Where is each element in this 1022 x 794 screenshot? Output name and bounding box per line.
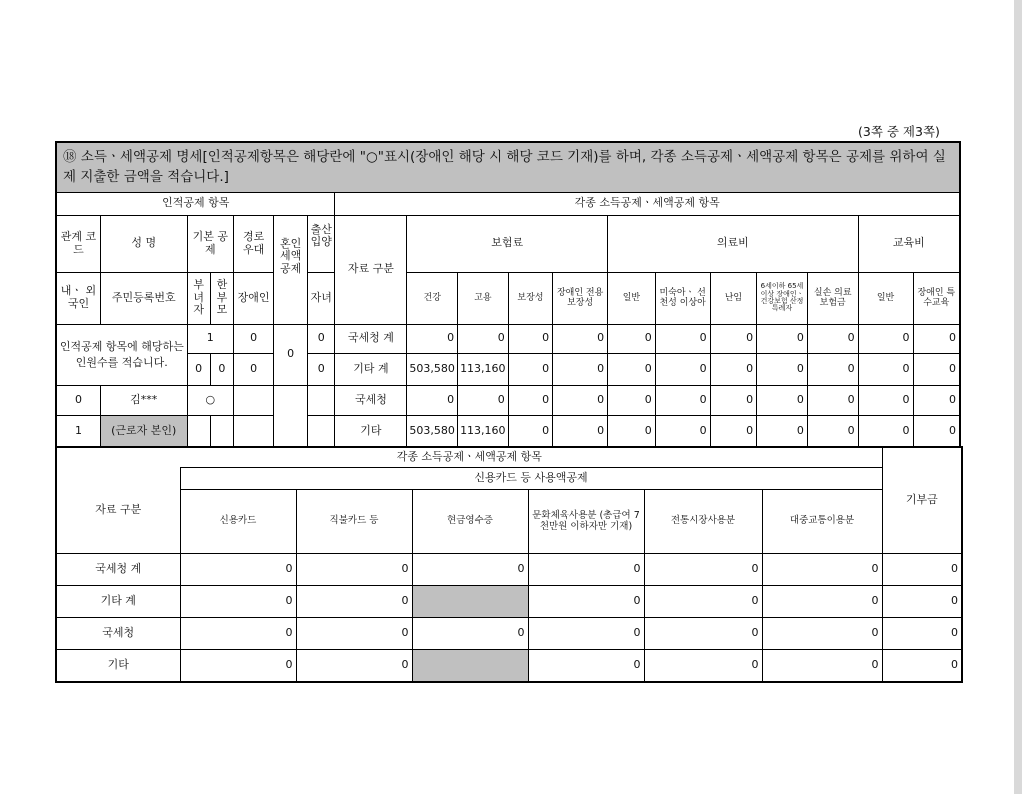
summary-children: 0 bbox=[308, 353, 335, 385]
summary-senior: 0 bbox=[234, 324, 274, 353]
card-cell-disabled bbox=[412, 586, 528, 618]
card-cell: 0 bbox=[296, 650, 412, 682]
row-cell: 0 bbox=[913, 353, 960, 385]
card-cell: 0 bbox=[180, 650, 296, 682]
ins-disabled-header: 장애인 전용 보장성 bbox=[553, 272, 608, 324]
person-marriage bbox=[274, 385, 308, 447]
row-cell: 0 bbox=[807, 324, 858, 353]
row-cell: 0 bbox=[458, 385, 509, 415]
row-cell: 0 bbox=[655, 324, 710, 353]
card-deduction-table bbox=[55, 446, 963, 683]
col-credit-card: 신용카드 bbox=[180, 490, 296, 554]
card-cell: 0 bbox=[882, 618, 962, 650]
row-label: 국세청 bbox=[335, 385, 407, 415]
ins-health-header: 건강 bbox=[407, 272, 458, 324]
med-special-header: 6세이하 65세이상 장애인ㆍ 건강보험 산정특례자 bbox=[757, 272, 808, 324]
row-cell: 0 bbox=[608, 324, 656, 353]
spouse-header: 부녀자 bbox=[187, 272, 210, 324]
deduction-form-table bbox=[55, 141, 961, 448]
nationality-header: 내ㆍ 외 국인 bbox=[56, 272, 100, 324]
card-cell: 0 bbox=[180, 554, 296, 586]
insurance-header: 보험료 bbox=[407, 215, 608, 272]
row-cell: 113,160 bbox=[458, 415, 509, 447]
card-cell: 0 bbox=[296, 586, 412, 618]
card-subtitle: 신용카드 등 사용액공제 bbox=[180, 468, 882, 490]
card-row-label: 기타 계 bbox=[56, 586, 180, 618]
row-cell: 113,160 bbox=[458, 353, 509, 385]
row-label: 기타 계 bbox=[335, 353, 407, 385]
person-disabled bbox=[234, 415, 274, 447]
ins-guarantee-header: 보장성 bbox=[508, 272, 552, 324]
row-cell: 503,580 bbox=[407, 415, 458, 447]
card-cell: 0 bbox=[180, 618, 296, 650]
resident-no-header: 주민등록번호 bbox=[100, 272, 187, 324]
col-culture: 문화체육사용분 (총급여 7천만원 이하자만 기재) bbox=[528, 490, 644, 554]
medical-header: 의료비 bbox=[608, 215, 858, 272]
med-insurance-header: 실손 의료 보험금 bbox=[807, 272, 858, 324]
med-infertility-header: 난임 bbox=[710, 272, 757, 324]
row-cell: 0 bbox=[858, 415, 913, 447]
row-cell: 0 bbox=[655, 353, 710, 385]
card-cell: 0 bbox=[644, 554, 762, 586]
row-cell: 0 bbox=[757, 385, 808, 415]
row-cell: 0 bbox=[553, 324, 608, 353]
summary-marriage: 0 bbox=[274, 324, 308, 385]
donation-header: 기부금 bbox=[882, 447, 962, 554]
row-cell: 0 bbox=[553, 385, 608, 415]
row-cell: 0 bbox=[553, 415, 608, 447]
row-label: 기타 bbox=[335, 415, 407, 447]
row-cell: 0 bbox=[508, 324, 552, 353]
person-resident-no: (근로자 본인) bbox=[100, 415, 187, 447]
row-cell: 0 bbox=[407, 324, 458, 353]
person-nationality: 0 bbox=[56, 385, 100, 415]
ins-employment-header: 고용 bbox=[458, 272, 509, 324]
card-cell: 0 bbox=[412, 618, 528, 650]
row-cell: 0 bbox=[710, 385, 757, 415]
card-cell: 0 bbox=[882, 554, 962, 586]
person-relation: 1 bbox=[56, 415, 100, 447]
row-label: 국세청 계 bbox=[335, 324, 407, 353]
row-cell: 0 bbox=[608, 385, 656, 415]
person-spouse bbox=[187, 415, 210, 447]
section-title: ⑱ 소득ㆍ세액공제 명세[인적공제항목은 해당란에 "○"표시(장애인 해당 시 해당 코드 기재)를 하며, 각종 소득공제ㆍ세액공제 항목은 공제를 위하여 실제 지출한 금액을 적습니다.] bbox=[56, 142, 960, 192]
card-section-title: 각종 소득공제ㆍ세액공제 항목 bbox=[56, 447, 882, 468]
card-cell: 0 bbox=[882, 586, 962, 618]
card-cell: 0 bbox=[528, 586, 644, 618]
card-row-label: 기타 bbox=[56, 650, 180, 682]
row-cell: 0 bbox=[807, 353, 858, 385]
row-cell: 0 bbox=[757, 353, 808, 385]
scrollbar-track[interactable] bbox=[1014, 0, 1022, 794]
various-header: 각종 소득공제ㆍ세액공제 항목 bbox=[335, 192, 960, 215]
card-cell: 0 bbox=[644, 650, 762, 682]
card-cell: 0 bbox=[180, 586, 296, 618]
row-cell: 0 bbox=[508, 353, 552, 385]
row-cell: 503,580 bbox=[407, 353, 458, 385]
row-cell: 0 bbox=[508, 415, 552, 447]
med-general-header: 일반 bbox=[608, 272, 656, 324]
page-number: (3쪽 중 제3쪽) bbox=[858, 124, 940, 139]
row-cell: 0 bbox=[913, 324, 960, 353]
card-cell: 0 bbox=[528, 554, 644, 586]
row-cell: 0 bbox=[407, 385, 458, 415]
summary-disabled: 0 bbox=[234, 353, 274, 385]
person-birth bbox=[308, 385, 335, 415]
row-cell: 0 bbox=[913, 415, 960, 447]
card-cell: 0 bbox=[762, 586, 882, 618]
edu-general-header: 일반 bbox=[858, 272, 913, 324]
row-cell: 0 bbox=[858, 385, 913, 415]
row-cell: 0 bbox=[757, 324, 808, 353]
row-cell: 0 bbox=[858, 324, 913, 353]
card-cell: 0 bbox=[412, 554, 528, 586]
row-cell: 0 bbox=[757, 415, 808, 447]
card-cell: 0 bbox=[762, 618, 882, 650]
row-cell: 0 bbox=[858, 353, 913, 385]
birth-header: 출산 입양 bbox=[308, 215, 335, 272]
card-cell: 0 bbox=[296, 618, 412, 650]
row-cell: 0 bbox=[608, 353, 656, 385]
person-senior bbox=[234, 385, 274, 415]
person-children bbox=[308, 415, 335, 447]
row-cell: 0 bbox=[913, 385, 960, 415]
card-cell-disabled bbox=[412, 650, 528, 682]
relation-code-header: 관계 코드 bbox=[56, 215, 100, 272]
card-cell: 0 bbox=[762, 554, 882, 586]
senior-header: 경로 우대 bbox=[234, 215, 274, 272]
row-cell: 0 bbox=[710, 353, 757, 385]
row-cell: 0 bbox=[553, 353, 608, 385]
col-public-transit: 대중교통이용분 bbox=[762, 490, 882, 554]
children-header: 자녀 bbox=[308, 272, 335, 324]
card-cell: 0 bbox=[644, 618, 762, 650]
marriage-header: 혼인 세액 공제 bbox=[274, 215, 308, 324]
row-cell: 0 bbox=[807, 385, 858, 415]
education-header: 교육비 bbox=[858, 215, 960, 272]
person-basic-mark: ○ bbox=[187, 385, 234, 415]
med-premature-header: 미숙아ㆍ 선천성 이상아 bbox=[655, 272, 710, 324]
row-cell: 0 bbox=[655, 415, 710, 447]
card-cell: 0 bbox=[762, 650, 882, 682]
row-cell: 0 bbox=[608, 415, 656, 447]
col-debit-card: 직불카드 등 bbox=[296, 490, 412, 554]
row-cell: 0 bbox=[710, 415, 757, 447]
person-single-parent bbox=[210, 415, 233, 447]
card-cell: 0 bbox=[644, 586, 762, 618]
row-cell: 0 bbox=[458, 324, 509, 353]
personal-header: 인적공제 항목 bbox=[56, 192, 335, 215]
row-cell: 0 bbox=[508, 385, 552, 415]
card-cell: 0 bbox=[882, 650, 962, 682]
card-row-label: 국세청 계 bbox=[56, 554, 180, 586]
source-header: 자료 구분 bbox=[335, 215, 407, 324]
summary-birth: 0 bbox=[308, 324, 335, 353]
col-traditional-market: 전통시장사용분 bbox=[644, 490, 762, 554]
card-source-header: 자료 구분 bbox=[56, 468, 180, 554]
row-cell: 0 bbox=[710, 324, 757, 353]
col-cash-receipt: 현금영수증 bbox=[412, 490, 528, 554]
edu-special-header: 장애인 특수교육 bbox=[913, 272, 960, 324]
name-header: 성 명 bbox=[100, 215, 187, 272]
summary-basic: 1 bbox=[187, 324, 234, 353]
card-cell: 0 bbox=[296, 554, 412, 586]
card-cell: 0 bbox=[528, 618, 644, 650]
person-name: 김*** bbox=[100, 385, 187, 415]
card-row-label: 국세청 bbox=[56, 618, 180, 650]
row-cell: 0 bbox=[807, 415, 858, 447]
summary-label: 인적공제 항목에 해당하는 인원수를 적습니다. bbox=[56, 324, 187, 385]
row-cell: 0 bbox=[655, 385, 710, 415]
disabled-header: 장애인 bbox=[234, 272, 274, 324]
summary-single-parent: 0 bbox=[210, 353, 233, 385]
single-parent-header: 한부모 bbox=[210, 272, 233, 324]
summary-spouse: 0 bbox=[187, 353, 210, 385]
basic-header: 기본 공제 bbox=[187, 215, 234, 272]
card-cell: 0 bbox=[528, 650, 644, 682]
